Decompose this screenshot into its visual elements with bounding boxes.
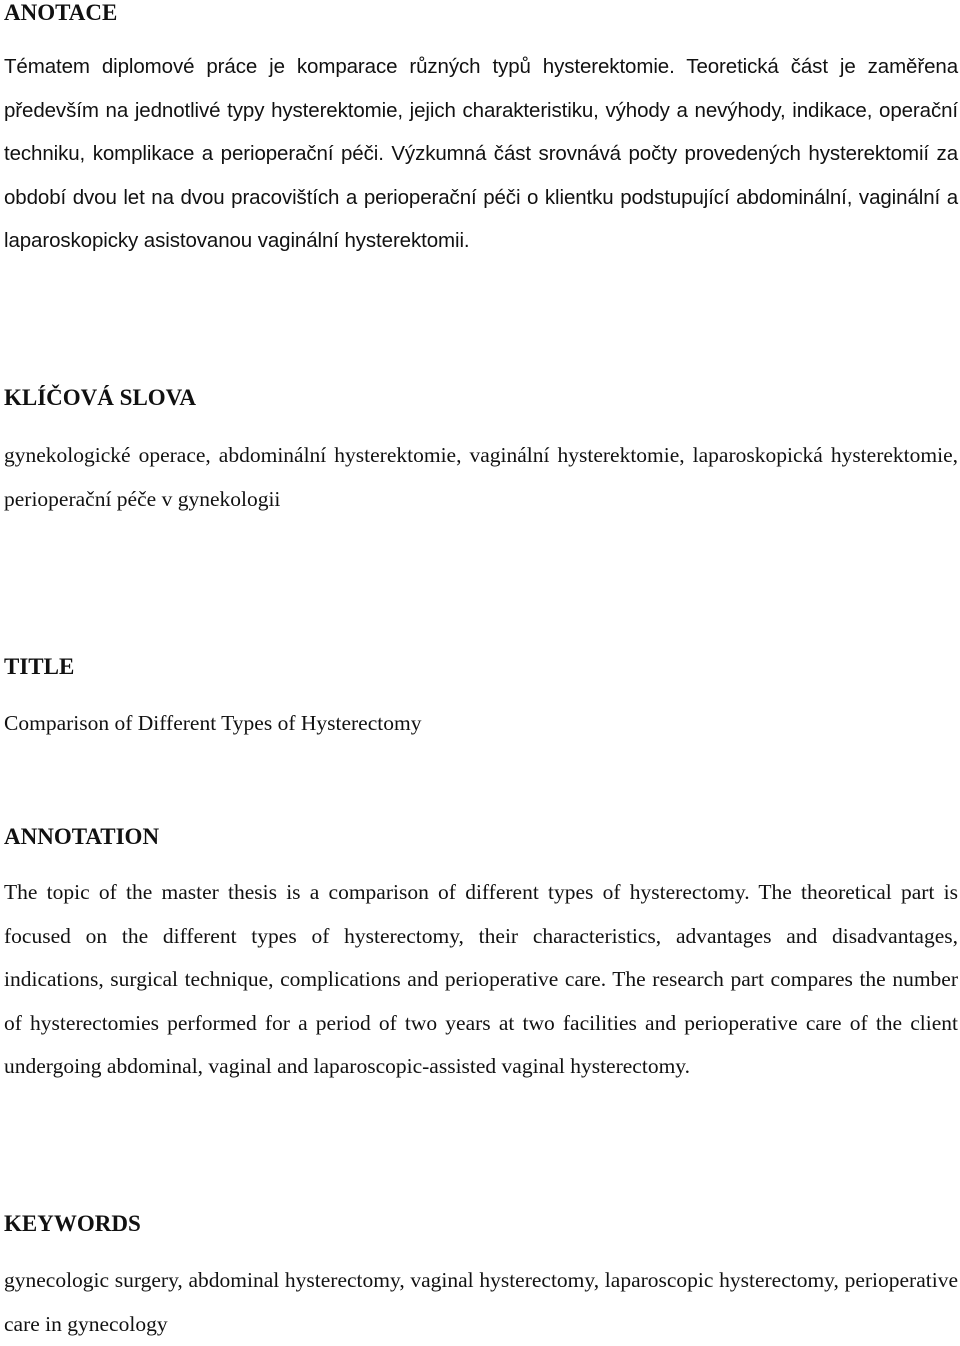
annotation-text: The topic of the master thesis is a comparison of different types of hysterectomy. The theoretical part is focused on the different types of hysterectomy, their characteristics, advantages and disadvantages, indications, surgical technique, complications and perioperative care. The research part compares the number of hysterectomies performed for a period of two years at two facilities and perioperative care of the client undergoing abdominal, vaginal and laparoscopic-assisted vaginal hysterectomy. (4, 880, 958, 1078)
klicova-slova-heading: KLÍČOVÁ SLOVA (4, 385, 196, 410)
keywords-heading: KEYWORDS (4, 1211, 141, 1236)
annotace-text: Tématem diplomové práce je komparace různých typů hysterektomie. Teoretická část je zaměřena především na jednotlivé typy hysterektomie, jejich charakteristiku, výhody a nevýhody, indikace, operační techniku, komplikace a perioperační péči. Výzkumná část srovnává počty provedených hysterektomií za období dvou let na dvou pracovištích a perioperační péči o klientku podstupující abdominální, vaginální a laparoskopicky asistovanou vaginální hysterektomii. (4, 55, 958, 252)
keywords-text: gynecologic surgery, abdominal hysterectomy, vaginal hysterectomy, laparoscopic hysterectomy, perioperative care in gynecology (4, 1268, 958, 1336)
klicova-slova-text: gynekologické operace, abdominální hysterektomie, vaginální hysterektomie, laparoskopická hysterektomie, perioperační péče v gynekologii (4, 443, 958, 511)
annotation-heading: ANNOTATION (4, 824, 160, 849)
title-text: Comparison of Different Types of Hysterectomy (4, 711, 422, 735)
annotace-heading: ANOTACE (4, 0, 118, 25)
title-heading: TITLE (4, 654, 75, 679)
